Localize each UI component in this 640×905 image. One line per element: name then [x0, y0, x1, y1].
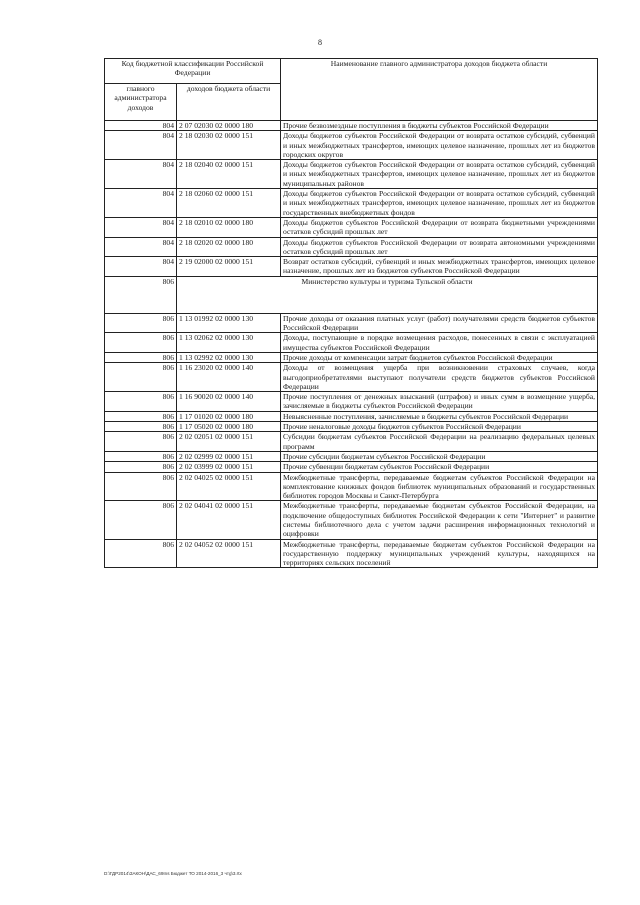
admin-code: 806	[105, 462, 177, 472]
admin-code: 806	[105, 352, 177, 362]
revenue-code: 2 02 04025 02 0000 151	[177, 472, 281, 501]
revenue-name: Возврат остатков субсидий, субвенций и иных межбюджетных трансфертов, имеющих целевое назначение, прошлых лет из бюджетов субъектов Российской Федерации	[281, 257, 598, 277]
header-row	[105, 59, 598, 84]
revenue-code: 2 02 03999 02 0000 151	[177, 462, 281, 472]
revenue-code: 1 16 23020 02 0000 140	[177, 363, 281, 392]
section-title: Министерство культуры и туризма Тульской области	[177, 276, 598, 313]
header-admin: главного администратора доходов	[105, 84, 177, 121]
table-row	[105, 451, 598, 461]
revenue-name: Доходы бюджетов субъектов Российской Федерации от возврата бюджетными учреждениями остатков субсидий прошлых лет	[281, 217, 598, 237]
table-row	[105, 411, 598, 421]
table-row	[105, 539, 598, 568]
section-admin-code: 806	[105, 276, 177, 313]
header-revenue: доходов бюджета области	[177, 84, 281, 121]
revenue-code: 1 16 90020 02 0000 140	[177, 392, 281, 412]
table-row	[105, 217, 598, 237]
revenue-name: Невыясненные поступления, зачисляемые в бюджеты субъектов Российской Федерации	[281, 411, 598, 421]
table-row	[105, 352, 598, 362]
revenue-code: 2 18 02030 02 0000 151	[177, 131, 281, 160]
table-row	[105, 422, 598, 432]
revenue-code: 2 02 04052 02 0000 151	[177, 539, 281, 568]
table-row	[105, 160, 598, 189]
admin-code: 804	[105, 189, 177, 218]
admin-code: 806	[105, 451, 177, 461]
admin-code: 806	[105, 392, 177, 412]
file-path-footer: D:\ГДР2014\ЗАКОН\ДАС_69Ins Бюджет ТО 2014-2016_3 чтg\3.rtx	[104, 871, 242, 876]
revenue-code: 1 13 02062 02 0000 130	[177, 333, 281, 353]
revenue-name: Межбюджетные трансферты, передаваемые бюджетам субъектов Российской Федерации, на подключение общедоступных библиотек Российской Федерации к сети "Интернет" и развитие системы библиотечного дела с учетом задачи расширения информационных технологий и оцифровки	[281, 501, 598, 539]
revenue-code: 1 17 01020 02 0000 180	[177, 411, 281, 421]
table-row	[105, 189, 598, 218]
table-row	[105, 257, 598, 277]
revenue-name: Прочие субвенции бюджетам субъектов Российской Федерации	[281, 462, 598, 472]
revenue-code: 1 13 02992 02 0000 130	[177, 352, 281, 362]
table-row	[105, 462, 598, 472]
revenue-name: Межбюджетные трансферты, передаваемые бюджетам субъектов Российской Федерации на государственную поддержку муниципальных учреждений культуры, находящихся на территориях сельских поселений	[281, 539, 598, 568]
revenue-name: Доходы бюджетов субъектов Российской Федерации от возврата автономными учреждениями остатков субсидий прошлых лет	[281, 237, 598, 257]
admin-code: 806	[105, 539, 177, 568]
revenue-code: 2 18 02040 02 0000 151	[177, 160, 281, 189]
admin-code: 804	[105, 160, 177, 189]
table-row	[105, 472, 598, 501]
table-row	[105, 313, 598, 333]
revenue-code: 2 02 02999 02 0000 151	[177, 451, 281, 461]
header-code-group: Код бюджетной классификации Российской Федерации	[105, 59, 281, 84]
revenue-code: 2 18 02010 02 0000 180	[177, 217, 281, 237]
table-row	[105, 432, 598, 452]
revenue-name: Доходы от возмещения ущерба при возникновении страховых случаев, когда выгодоприобретателями выступают получатели средств бюджетов субъектов Российской Федерации	[281, 363, 598, 392]
admin-code: 804	[105, 121, 177, 131]
admin-code: 806	[105, 432, 177, 452]
revenue-code: 2 07 02030 02 0000 180	[177, 121, 281, 131]
table-row	[105, 131, 598, 160]
table-row	[105, 121, 598, 131]
admin-code: 804	[105, 237, 177, 257]
revenue-name: Прочие неналоговые доходы бюджетов субъектов Российской Федерации	[281, 422, 598, 432]
revenue-code: 1 17 05020 02 0000 180	[177, 422, 281, 432]
header-name: Наименование главного администратора доходов бюджета области	[281, 59, 598, 121]
table-row	[105, 392, 598, 412]
table-row	[105, 363, 598, 392]
revenue-code: 2 19 02000 02 0000 151	[177, 257, 281, 277]
revenue-name: Прочие доходы от компенсации затрат бюджетов субъектов Российской Федерации	[281, 352, 598, 362]
admin-code: 804	[105, 217, 177, 237]
revenue-code: 2 02 04041 02 0000 151	[177, 501, 281, 539]
table-row	[105, 501, 598, 539]
revenue-name: Доходы, поступающие в порядке возмещения расходов, понесенных в связи с эксплуатацией имущества субъектов Российской Федерации	[281, 333, 598, 353]
admin-code: 806	[105, 333, 177, 353]
revenue-name: Межбюджетные трансферты, передаваемые бюджетам субъектов Российской Федерации на комплектование книжных фондов библиотек муниципальных образований и государственных библиотек городов Москвы и Санкт-Петербурга	[281, 472, 598, 501]
page-number: 8	[318, 38, 322, 47]
section-row	[105, 276, 598, 313]
revenue-name: Доходы бюджетов субъектов Российской Федерации от возврата остатков субсидий, субвенций и иных межбюджетных трансфертов, имеющих целевое назначение, прошлых лет из бюджетов городских округов	[281, 131, 598, 160]
table-row	[105, 333, 598, 353]
revenue-classification-table	[104, 58, 598, 568]
admin-code: 804	[105, 257, 177, 277]
revenue-name: Прочие поступления от денежных взысканий (штрафов) и иных сумм в возмещение ущерба, зачисляемые в бюджеты субъектов Российской Федерации	[281, 392, 598, 412]
revenue-name: Прочие субсидии бюджетам субъектов Российской Федерации	[281, 451, 598, 461]
revenue-name: Прочие безвозмездные поступления в бюджеты субъектов Российской Федерации	[281, 121, 598, 131]
admin-code: 806	[105, 422, 177, 432]
revenue-code: 1 13 01992 02 0000 130	[177, 313, 281, 333]
admin-code: 806	[105, 472, 177, 501]
revenue-name: Доходы бюджетов субъектов Российской Федерации от возврата остатков субсидий, субвенций и иных межбюджетных трансфертов, имеющих целевое назначение, прошлых лет из бюджетов муниципальных районов	[281, 160, 598, 189]
revenue-code: 2 18 02060 02 0000 151	[177, 189, 281, 218]
admin-code: 806	[105, 411, 177, 421]
revenue-code: 2 18 02020 02 0000 180	[177, 237, 281, 257]
revenue-name: Доходы бюджетов субъектов Российской Федерации от возврата остатков субсидий, субвенций и иных межбюджетных трансфертов, имеющих целевое назначение, прошлых лет из бюджетов государственных внебюджетных фондов	[281, 189, 598, 218]
revenue-name: Прочие доходы от оказания платных услуг (работ) получателями средств бюджетов субъектов Российской Федерации	[281, 313, 598, 333]
revenue-code: 2 02 02051 02 0000 151	[177, 432, 281, 452]
admin-code: 806	[105, 501, 177, 539]
admin-code: 804	[105, 131, 177, 160]
admin-code: 806	[105, 313, 177, 333]
revenue-name: Субсидии бюджетам субъектов Российской Федерации на реализацию федеральных целевых программ	[281, 432, 598, 452]
table-row	[105, 237, 598, 257]
admin-code: 806	[105, 363, 177, 392]
